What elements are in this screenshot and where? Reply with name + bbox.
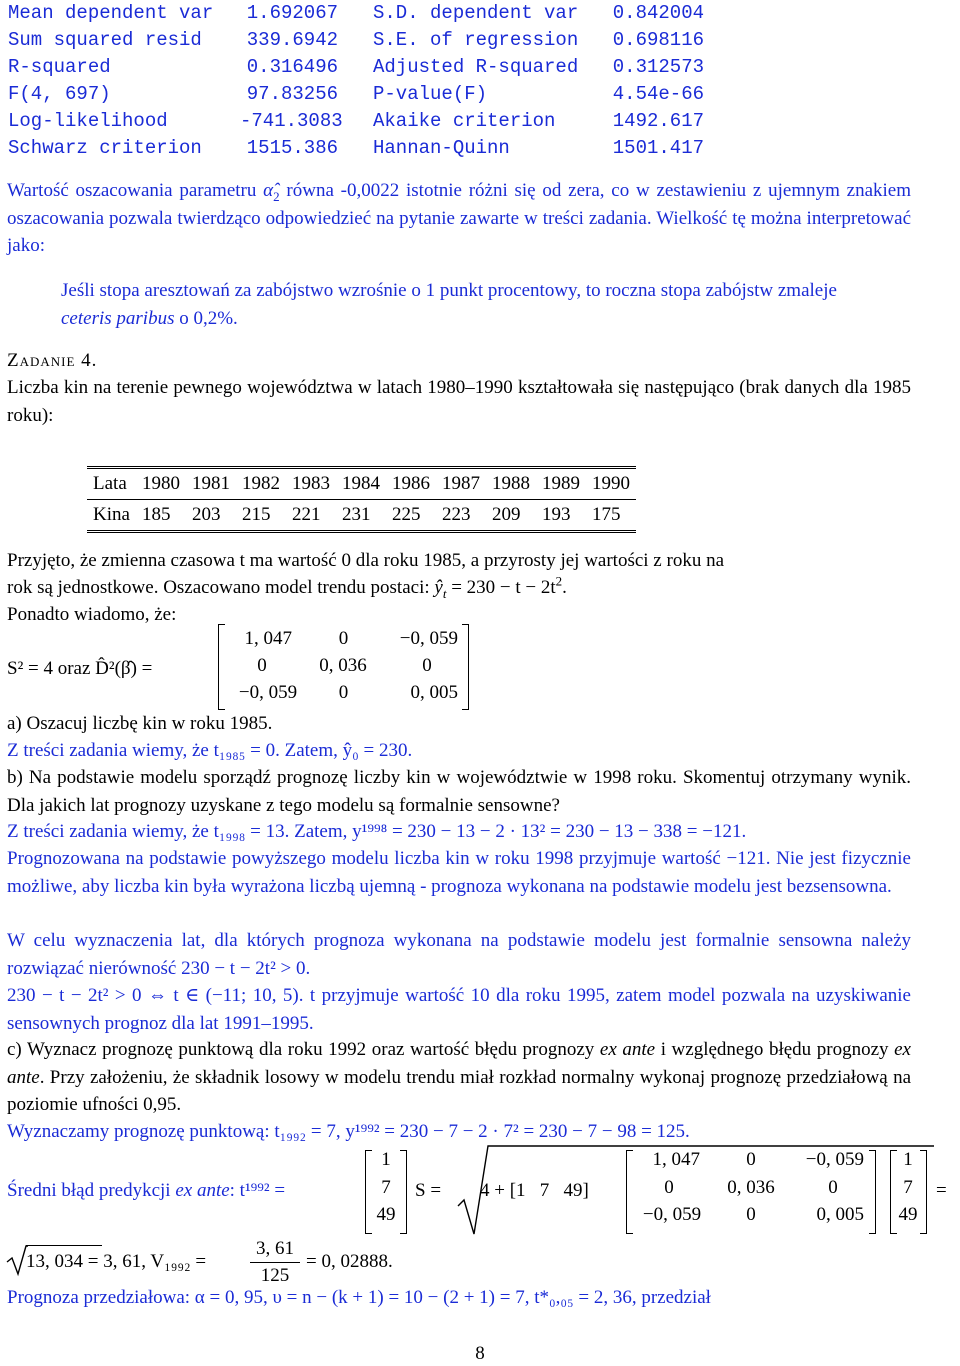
covariance-matrix-2	[632, 1149, 870, 1231]
stat-value: 1.692067	[246, 2, 338, 24]
answer-b-1: Z treści zadania wiemy, że t₁₉₉₈ = 13. Zatem, y¹⁹⁹⁸ = 230 − 13 − 2 · 13² = 230 − 13 − 338 = −121.	[7, 821, 747, 842]
stat-label: Mean dependent var	[8, 2, 214, 24]
vector-t	[371, 1149, 401, 1231]
question-c	[7, 1036, 911, 1119]
ex-ante-lead	[7, 1177, 285, 1204]
left-bracket	[218, 624, 225, 710]
model-text-part: rok są jednostkowe. Oszacowano model trendu postaci:	[7, 577, 435, 598]
matrix-cell: 0	[664, 1177, 674, 1198]
question-c-text: c) Wyznacz prognozę punktową dla roku 1992 oraz wartość błędu prognozy	[7, 1039, 600, 1060]
table-row-label: Lata	[87, 468, 136, 500]
page-number: 8	[475, 1343, 485, 1364]
question-c-italic: ex ante	[599, 1039, 656, 1060]
table-cell: 1980	[136, 468, 186, 500]
matrix-cell: −0, 059	[238, 682, 298, 703]
matrix-cell: 0	[422, 655, 432, 676]
question-b: b) Na podstawie modelu sporządź prognozę liczby kin w województwie w 1998 roku. Skomentuj otrzymany wynik. Dla jakich lat prognozy uzyskane z tego modelu są formalnie sensowne?	[7, 767, 911, 816]
stat-label: F(4, 697)	[8, 83, 111, 105]
intro-text: Wartość oszacowania parametru	[7, 180, 264, 201]
stat-value: 1492.617	[612, 110, 704, 132]
table-row	[87, 468, 636, 500]
task-text: Liczba kin na terenie pewnego województwa w latach 1980–1990 kształtowała się następująco (brak danych dla 1985 roku):	[7, 377, 911, 426]
matrix-cell: 0, 036	[319, 655, 367, 676]
right-bracket	[462, 624, 469, 710]
matrix-cell: 0	[338, 682, 349, 703]
table-cell: 1986	[386, 468, 436, 500]
vector-cell: 7	[903, 1177, 913, 1198]
fraction-denominator: 125	[260, 1265, 290, 1286]
answer-b-2: Prognozowana na podstawie powyższego modelu liczba kin w roku 1998 przyjmuje wartość −121. Nie jest fizycznie możliwe, aby liczba kin była wyrażona liczbą ujemną - prognoza wykonana na podstawie modelu jest bezsensowna.	[7, 848, 911, 897]
fraction-bar	[250, 1262, 300, 1263]
table-cell: 225	[391, 504, 421, 525]
matrix-cell: −0, 059	[642, 1204, 702, 1225]
stat-label: Adjusted R-squared	[373, 56, 579, 78]
table-cell: 215	[241, 504, 271, 525]
table-cell: 175	[591, 504, 621, 525]
stat-value: -741.3083	[240, 110, 343, 132]
vector-cell: 7	[381, 1177, 391, 1198]
table-row-label: Kina	[93, 504, 130, 525]
interpretation-quote	[61, 277, 861, 332]
model-text-1: Przyjęto, że zmienna czasowa t ma wartość 0 dla roku 1985, a przyrosty jej wartości z roku na	[7, 550, 724, 571]
alpha-symbol: α̂	[263, 180, 274, 201]
stat-value: 0.312573	[612, 56, 704, 78]
quote-italic: ceteris paribus	[61, 307, 175, 329]
quote-text: o 0,2%.	[174, 307, 238, 329]
stat-value: 0.698116	[612, 29, 704, 51]
s-equals: S =	[415, 1180, 442, 1201]
table-cell: 1981	[186, 468, 236, 500]
table-cell: 185	[141, 504, 171, 525]
vector-cell: 1	[903, 1149, 913, 1170]
model-text-3: Ponadto wiadomo, że:	[7, 604, 177, 625]
matrix-cell: 0	[746, 1204, 756, 1225]
stat-value: 1515.386	[246, 137, 338, 159]
alpha-subscript: 2	[273, 188, 280, 204]
stat-label: Hannan-Quinn	[373, 137, 510, 159]
vector-cell: 49	[376, 1204, 396, 1225]
answer-c-1: Wyznaczamy prognozę punktową: t₁₉₉₂ = 7, y¹⁹⁹² = 230 − 7 − 2 · 7² = 230 − 7 − 98 = 125.	[7, 1121, 690, 1142]
quote-text: Jeśli stopa aresztowań za zabójstwo wzrośnie o 1 punkt procentowy, to roczna stopa zabójstw zmaleje	[61, 280, 837, 301]
matrix-cell: 0, 036	[727, 1177, 775, 1198]
table-cell: 203	[191, 504, 221, 525]
table-cell: 1987	[436, 468, 486, 500]
interpretation-paragraph	[7, 177, 911, 260]
question-a: a) Oszacuj liczbę kin w roku 1985.	[7, 713, 273, 734]
question-c-italic: ex ante	[7, 1039, 911, 1088]
stat-label: S.D. dependent var	[373, 2, 579, 24]
ex-ante-result: 13, 034 = 3, 61, V₁₉₉₂ =	[26, 1251, 207, 1272]
stat-value: 97.83256	[246, 83, 338, 105]
matrix-cell: 0	[257, 655, 267, 676]
stat-value: 4.54e-66	[612, 83, 704, 105]
question-c-text: i względnego błędu prognozy	[655, 1039, 895, 1060]
right-bracket	[920, 1150, 927, 1234]
matrix-cell: 0	[746, 1149, 756, 1170]
stat-value: 0.316496	[246, 56, 338, 78]
question-c-text: . Przy założeniu, że składnik losowy w modelu trendu miał rozkład normalny wykonaj prognozę przedziałową na poziomie ufności 0,95.	[7, 1066, 911, 1115]
answer-b-3: W celu wyznaczenia lat, dla których prognoza wykonana na podstawie modelu jest formalnie sensowna należy rozwiązać nierówność 230 − t − 2t² > 0.	[7, 930, 911, 979]
stat-label: P-value(F)	[373, 83, 488, 105]
relative-error: = 0, 02888.	[306, 1251, 393, 1272]
vector-cell: 1	[381, 1149, 391, 1170]
table-cell: 223	[441, 504, 471, 525]
yhat-subscript: t	[442, 585, 447, 601]
table-cell: 221	[291, 504, 321, 525]
stat-value: 339.6942	[246, 29, 338, 51]
inner-expression: 4 + [1 7 49]	[480, 1180, 589, 1201]
formula-italic: ex ante	[175, 1180, 230, 1201]
matrix-cell: 0	[828, 1177, 838, 1198]
stat-label: Log-likelihood	[8, 110, 168, 132]
stat-value: 0.842004	[612, 2, 704, 24]
covariance-matrix	[226, 628, 462, 708]
answer-b-4: 230 − t − 2t² > 0 ⇔ t ∈ (−11; 10, 5). t przyjmuje wartość 10 dla roku 1995, zatem model pozwala na uzyskiwanie sensownych prognoz dla lat 1991–1995.	[7, 985, 911, 1034]
equals-sign: =	[936, 1180, 947, 1201]
formula-text: : t¹⁹⁹² =	[229, 1180, 286, 1201]
right-bracket	[869, 1150, 876, 1234]
vector-cell: 49	[898, 1204, 918, 1225]
cinema-table	[87, 466, 636, 533]
table-cell: 1990	[586, 468, 636, 500]
stat-label: Akaike criterion	[373, 110, 556, 132]
right-bracket	[400, 1150, 407, 1234]
stat-label: R-squared	[8, 56, 111, 78]
matrix-cell: −0, 059	[399, 628, 458, 649]
table-cell: 231	[341, 504, 371, 525]
model-formula: = 230 − t − 2t	[446, 577, 556, 598]
matrix-cell: 0, 005	[410, 682, 458, 703]
period: .	[562, 577, 567, 598]
table-cell: 1988	[486, 468, 536, 500]
model-text-2	[7, 574, 567, 601]
stat-label: Sum squared resid	[8, 29, 202, 51]
intro-text: równa -0,0022 istotnie różni się od zera, co w zestawieniu z ujemnym znakiem oszacowania pozwala twierdząco odpowiedzieć na pytanie zawarte w treści zadania. Wielkość tę można interpretować jako:	[7, 180, 912, 256]
stat-value: 1501.417	[612, 137, 704, 159]
table-row	[87, 500, 636, 532]
matrix-lhs: S² = 4 oraz D̂²(β̂) =	[7, 658, 153, 679]
matrix-cell: −0, 059	[805, 1149, 864, 1170]
table-cell: 209	[491, 504, 521, 525]
formula-text: Średni błąd predykcji	[7, 1180, 176, 1201]
yhat-symbol: ŷ	[434, 577, 443, 598]
answer-a: Z treści zadania wiemy, że t₁₉₈₅ = 0. Zatem, ŷ₀ = 230.	[7, 740, 413, 761]
stat-label: S.E. of regression	[373, 29, 579, 51]
exponent: 2	[555, 573, 563, 589]
table-cell: 1983	[286, 468, 336, 500]
matrix-cell: 1, 047	[652, 1149, 700, 1170]
task-heading: Zadanie 4.	[7, 350, 98, 371]
table-cell: 1989	[536, 468, 586, 500]
table-cell: 1984	[336, 468, 386, 500]
interval-forecast: Prognoza przedziałowa: α = 0, 95, υ = n − (k + 1) = 10 − (2 + 1) = 7, t*₀,₀₅ = 2, 36, przedział	[7, 1287, 711, 1308]
matrix-cell: 1, 047	[244, 628, 292, 649]
stat-label: Schwarz criterion	[8, 137, 202, 159]
vector-t-2	[895, 1149, 921, 1231]
table-cell: 1982	[236, 468, 286, 500]
matrix-cell: 0, 005	[816, 1204, 864, 1225]
sqrt-overline	[26, 1245, 102, 1246]
sqrt-sign	[6, 1244, 28, 1278]
fraction-numerator: 3, 61	[256, 1238, 294, 1259]
table-cell: 193	[541, 504, 571, 525]
matrix-cell: 0	[338, 628, 349, 649]
